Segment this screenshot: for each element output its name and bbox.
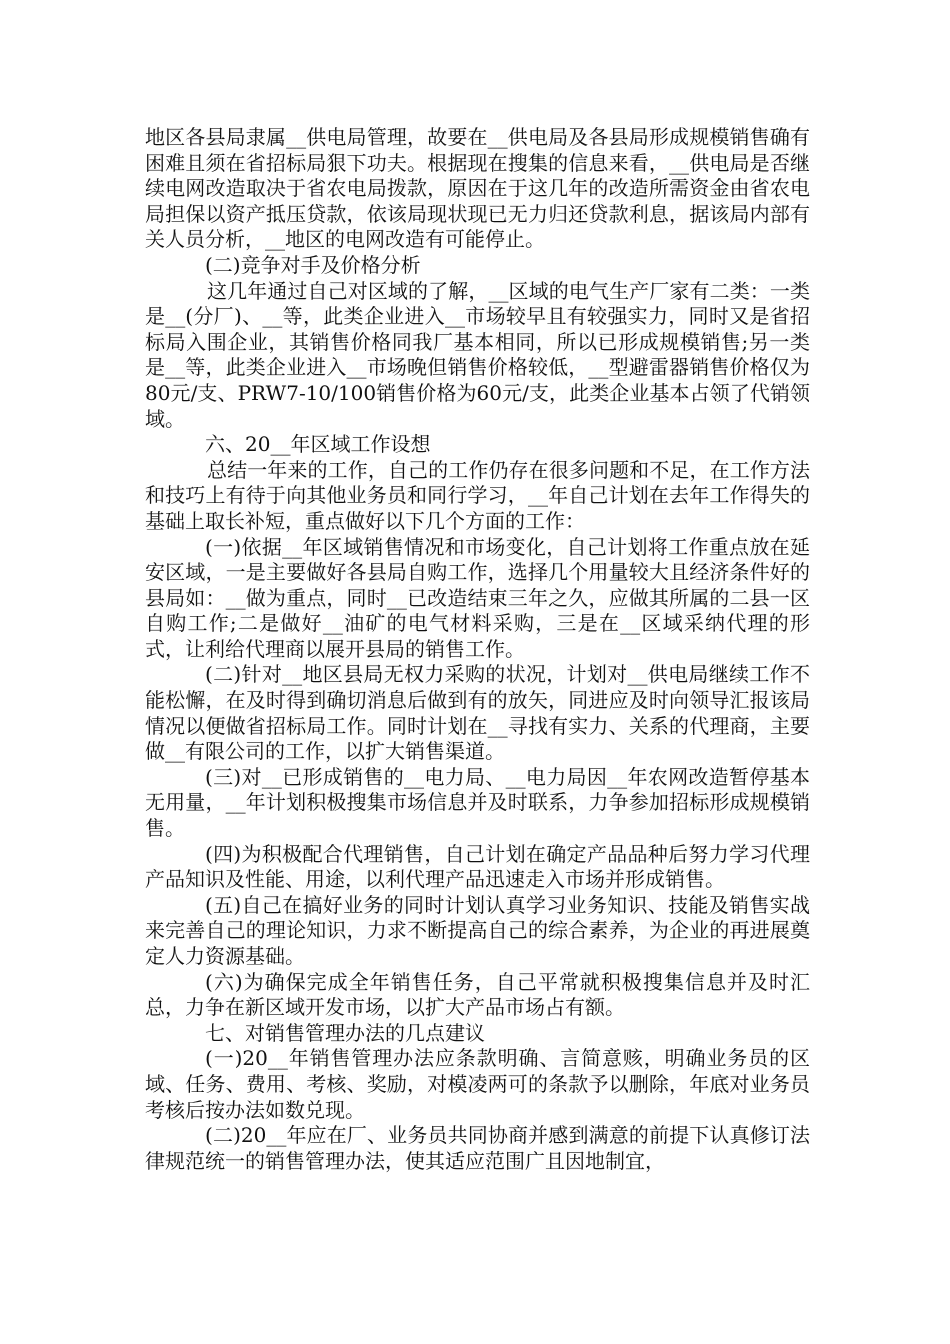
paragraph-plan-five: (五)自己在搞好业务的同时计划认真学习业务知识、技能及销售实战来完善自己的理论知识，力求不断提高自己的综合素养，为企业的再进展奠定人力资源基础。	[145, 892, 810, 968]
paragraph-plan-two: (二)针对__地区县局无权力采购的状况，计划对__供电局继续工作不能松懈，在及时得到确切消息后做到有的放矢，同进应及时向领导汇报该局情况以便做省招标局工作。同时计划在__寻找有实力、关系的代理商，主要做__有限公司的工作，以扩大销售渠道。	[145, 662, 810, 764]
paragraph-plan-three: (三)对__已形成销售的__电力局、__电力局因__年农网改造暂停基本无用量，__年计划积极搜集市场信息并及时联系，力争参加招标形成规模销售。	[145, 764, 810, 841]
paragraph-plan-six: (六)为确保完成全年销售任务，自己平常就积极搜集信息并及时汇总，力争在新区域开发市场，以扩大产品市场占有额。	[145, 969, 810, 1020]
paragraph-suggestion-two: (二)20__年应在厂、业务员共同协商并感到满意的前提下认真修订法律规范统一的销售管理办法，使其适应范围广且因地制宜，	[145, 1123, 810, 1173]
paragraph-plan-four: (四)为积极配合代理销售，自己计划在确定产品品种后努力学习代理产品知识及性能、用途，以利代理产品迅速走入市场并形成销售。	[145, 841, 810, 892]
section-heading-six: 六、20__年区域工作设想	[205, 432, 431, 457]
paragraph-suggestion-one: (一)20__年销售管理办法应条款明确、言简意赅，明确业务员的区域、任务、费用、考核、奖励，对模凌两可的条款予以删除，年底对业务员考核后按办法如数兑现。	[145, 1046, 810, 1122]
paragraph-summary: 总结一年来的工作，自己的工作仍存在很多问题和不足，在工作方法和技巧上有待于向其他业务员和同行学习，__年自己计划在去年工作得失的基础上取长补短，重点做好以下几个方面的工作：	[145, 457, 810, 533]
paragraph-competitor-heading: (二)竞争对手及价格分析	[205, 252, 421, 277]
paragraph-competitor-analysis: 这几年通过自己对区域的了解，__区域的电气生产厂家有二类：一类是__(分厂)、__等，此类企业进入__市场较早且有较强实力，同时又是省招标局入围企业，其销售价格同我厂基本相同，所以已形成规模销售;另一类是__等，此类企业进入__市场晚但销售价格较低，__型避雷器销售价格仅为80元/支、PRW7-10/100销售价格为60元/支，此类企业基本占领了代销领域。	[145, 278, 810, 431]
section-heading-seven: 七、对销售管理办法的几点建议	[205, 1020, 485, 1045]
paragraph-grid-outlook: 地区各县局隶属__供电局管理，故要在__供电局及各县局形成规模销售确有困难且须在省招标局狠下功夫。根据现在搜集的信息来看，__供电局是否继续电网改造取决于省农电局拨款，原因在于这几年的改造所需资金由省农电局担保以资产抵压贷款，依该局现状现已无力归还贷款利息，据该局内部有关人员分析，__地区的电网改造有可能停止。	[145, 125, 810, 252]
document-body	[145, 125, 810, 1174]
paragraph-plan-one: (一)依据__年区域销售情况和市场变化，自己计划将工作重点放在延安区域，一是主要做好各县局自购工作，选择几个用量较大且经济条件好的县局如：__做为重点，同时__已改造结束三年之久，应做其所属的二县一区自购工作;二是做好__油矿的电气材料采购，三是在__区域采纳代理的形式，让利给代理商以展开县局的销售工作。	[145, 534, 810, 661]
